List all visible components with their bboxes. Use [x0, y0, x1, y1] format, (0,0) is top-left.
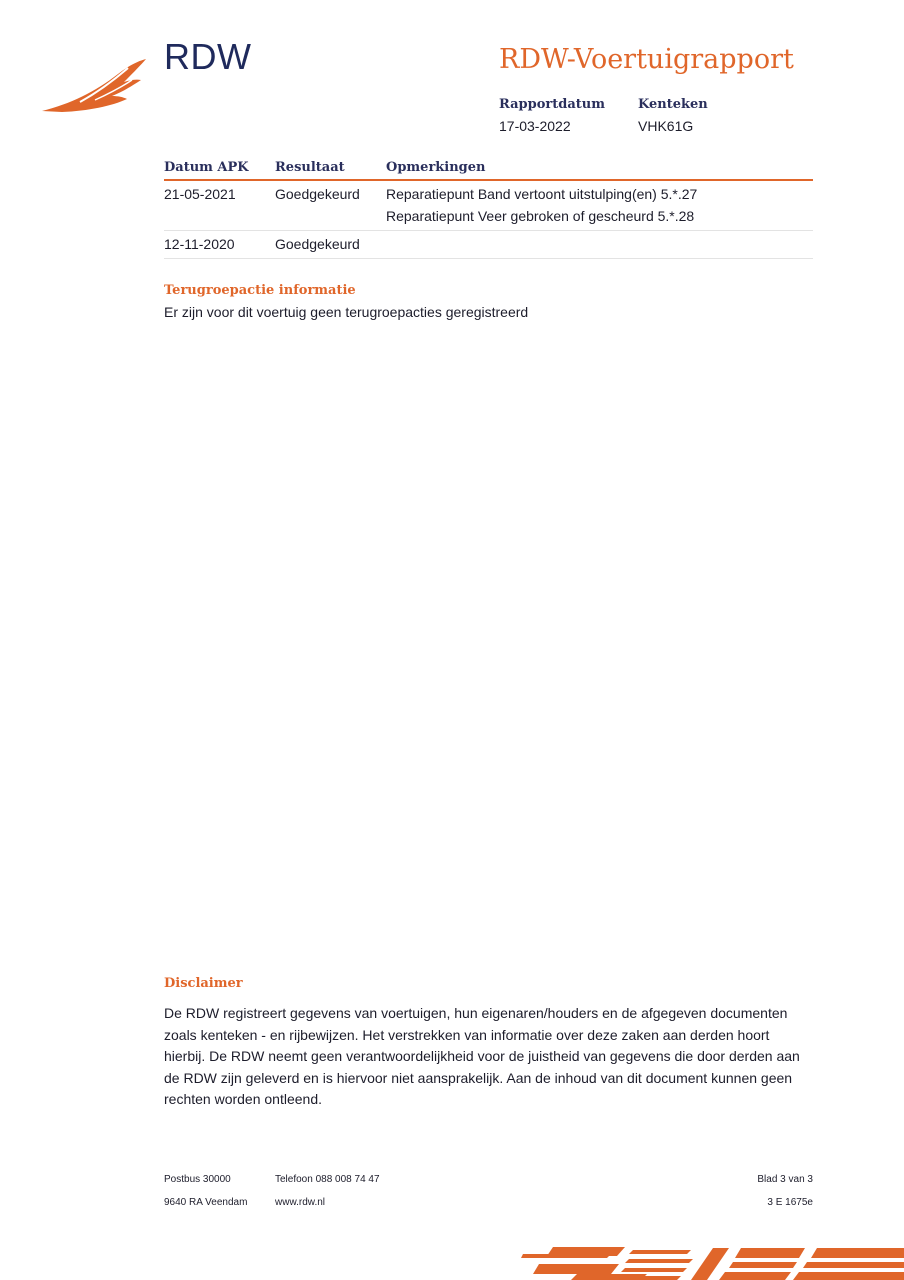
disclaimer-heading: Disclaimer: [164, 976, 243, 991]
recall-heading: Terugroepactie informatie: [164, 283, 356, 298]
recall-text: Er zijn voor dit voertuig geen terugroepacties geregistreerd: [164, 304, 529, 320]
table-row: [164, 231, 813, 259]
column-header-datum-apk: Datum APK: [164, 159, 275, 180]
brand-name: RDW: [164, 36, 252, 77]
footer-page-number: Blad 3 van 3: [757, 1174, 813, 1185]
apk-remarks: [386, 231, 813, 259]
footer-document-code: 3 E 1675e: [767, 1197, 813, 1208]
apk-remark: Reparatiepunt Veer gebroken of gescheurd 5.*.28: [386, 208, 695, 224]
apk-remark: Reparatiepunt Band vertoont uitstulping(en) 5.*.27: [386, 186, 698, 202]
apk-result: Goedgekeurd: [275, 180, 386, 231]
column-header-resultaat: Resultaat: [275, 159, 386, 180]
page-title: RDW-Voertuigrapport: [499, 44, 794, 75]
kenteken-block: [638, 97, 708, 134]
apk-remarks: [386, 180, 813, 231]
footer-postcode: 9640 RA Veendam: [164, 1197, 248, 1208]
kenteken-value: VHK61G: [638, 118, 694, 134]
footer-website[interactable]: www.rdw.nl: [275, 1197, 326, 1208]
rdw-logo-icon: [40, 56, 150, 116]
kenteken-label: Kenteken: [638, 97, 708, 112]
footer-telefoon: Telefoon 088 008 74 47: [275, 1174, 380, 1185]
rdw-stripes-icon: [515, 1244, 904, 1280]
table-row: [164, 180, 813, 231]
apk-table-header: [164, 159, 813, 180]
disclaimer-text: De RDW registreert gegevens van voertuigen, hun eigenaren/houders en de afgegeven documenten zoals kenteken - en rijbewijzen. Het verstrekken van informatie over deze zaken aan derden hoort hierbij. De RDW neemt geen verantwoordelijkheid voor de juistheid van gegevens die door derden aan de RDW zijn geleverd en is hiervoor niet aansprakelijk. Aan de inhoud van dit document kunnen geen rechten worden ontleend.: [164, 1005, 800, 1108]
rapportdatum-value: 17-03-2022: [499, 118, 571, 134]
footer-postbus: Postbus 30000: [164, 1174, 231, 1185]
rapportdatum-label: Rapportdatum: [499, 97, 605, 112]
apk-table: [164, 159, 813, 259]
apk-date: 21-05-2021: [164, 180, 275, 231]
apk-date: 12-11-2020: [164, 231, 275, 259]
rapportdatum-block: [499, 97, 605, 134]
column-header-opmerkingen: Opmerkingen: [386, 159, 813, 180]
apk-result: Goedgekeurd: [275, 231, 386, 259]
